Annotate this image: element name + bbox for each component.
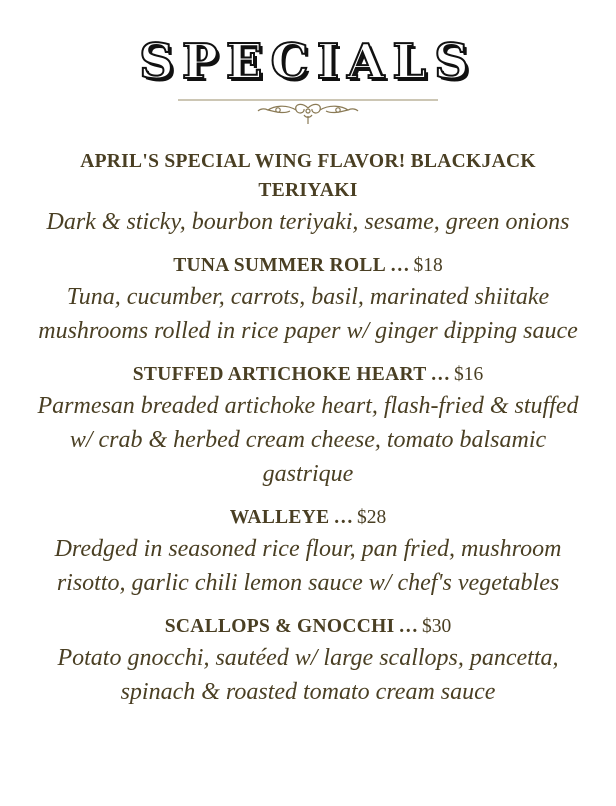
menu-item-price: $16 bbox=[454, 364, 484, 385]
menu-item-name: WALLEYE bbox=[229, 507, 330, 528]
menu-item-description: Tuna, cucumber, carrots, basil, marinated shiitake mushrooms rolled in rice paper w/ ginger dipping sauce bbox=[38, 284, 578, 344]
menu-item bbox=[30, 504, 586, 600]
menu-item-heading bbox=[30, 252, 586, 280]
menu-item-description: Potato gnocchi, sautéed w/ large scallops, pancetta, spinach & roasted tomato cream sauce bbox=[57, 645, 559, 705]
menu-item-description: Parmesan breaded artichoke heart, flash-fried & stuffed w/ crab & herbed cream cheese, tomato balsamic gastrique bbox=[37, 393, 579, 487]
menu-item-ellipsis: … bbox=[390, 255, 410, 276]
menu-item-name: SCALLOPS & GNOCCHI bbox=[164, 616, 395, 637]
menu-item-heading bbox=[30, 361, 586, 389]
menu-item bbox=[30, 252, 586, 348]
menu-item-description: Dark & sticky, bourbon teriyaki, sesame, green onions bbox=[46, 209, 570, 235]
ornamental-divider-icon bbox=[178, 94, 438, 130]
menu-item-heading bbox=[30, 147, 586, 205]
menu-item-ellipsis: … bbox=[333, 507, 353, 528]
menu-item-name: STUFFED ARTICHOKE HEART bbox=[132, 364, 427, 385]
menu-item-description: Dredged in seasoned rice flour, pan fried, mushroom risotto, garlic chili lemon sauce w/ chef's vegetables bbox=[54, 536, 562, 596]
menu-item bbox=[30, 361, 586, 491]
menu-item bbox=[30, 613, 586, 709]
menu-item-price: $30 bbox=[421, 616, 452, 637]
menu-item-name: APRIL'S SPECIAL WING FLAVOR! BLACKJACK TERIYAKI bbox=[80, 151, 536, 201]
page-title: SPECIALS bbox=[139, 34, 477, 90]
specials-list bbox=[30, 147, 586, 722]
menu-item-price: $28 bbox=[356, 507, 387, 528]
menu-item-price: $18 bbox=[413, 255, 443, 276]
menu-item-heading bbox=[30, 504, 586, 532]
menu-item-ellipsis: … bbox=[398, 616, 418, 637]
menu-item-heading bbox=[30, 613, 586, 641]
menu-item-name: TUNA SUMMER ROLL bbox=[173, 255, 387, 276]
menu-item-ellipsis: … bbox=[430, 364, 450, 385]
menu-item bbox=[30, 147, 586, 239]
